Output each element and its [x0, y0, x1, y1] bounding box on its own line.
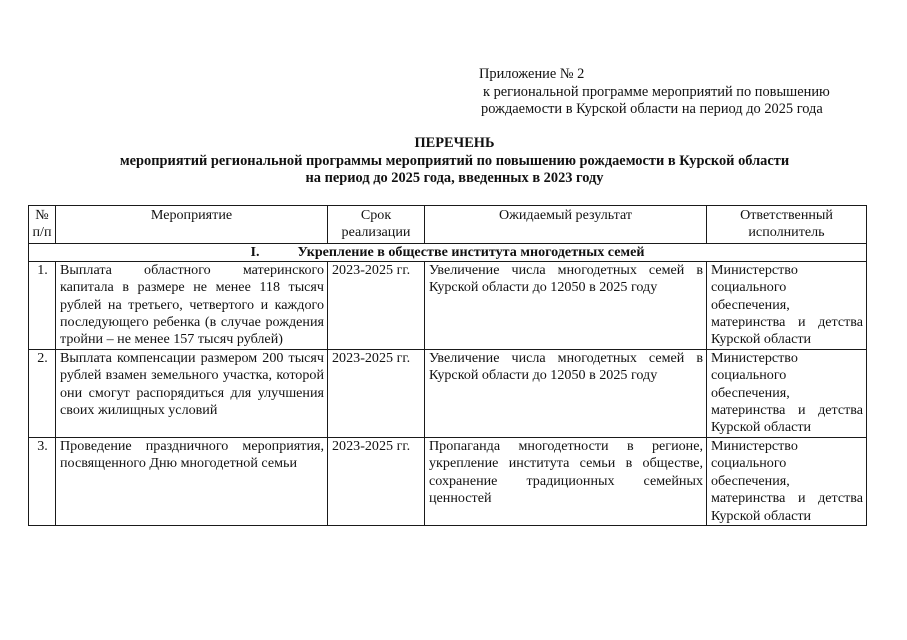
appendix-program-line: к региональной программе мероприятий по повышению [483, 83, 830, 100]
appendix-number: Приложение № 2 [479, 66, 585, 82]
section-heading [29, 243, 867, 261]
document-title: ПЕРЕЧЕНЬ [414, 135, 495, 151]
section-row [29, 243, 867, 261]
row-number: 1. [29, 261, 56, 349]
row-result: Увеличение числа многодетных семей в Курской области до 12050 в 2025 году [425, 261, 707, 349]
row-number: 3. [29, 437, 56, 525]
header-executor-line1: Ответственный [740, 207, 833, 223]
row-term: 2023-2025 гг. [328, 261, 425, 349]
row-number: 2. [29, 349, 56, 437]
header-num-line1: № [35, 207, 49, 223]
header-executor-line2: исполнитель [748, 224, 825, 241]
header-term [328, 206, 425, 244]
table-row [29, 349, 867, 437]
document-subtitle-line2: на период до 2025 года, введенных в 2023 году [305, 170, 604, 186]
appendix-note [479, 66, 830, 119]
document-heading [28, 135, 881, 188]
row-executor: Министерство социального обеспечения, материнства и детства Курской области [707, 437, 867, 525]
row-result: Увеличение числа многодетных семей в Курской области до 12050 в 2025 году [425, 349, 707, 437]
header-result: Ожидаемый результат [425, 206, 707, 244]
table-header-row [29, 206, 867, 244]
section-title: Укрепление в обществе института многодетных семей [297, 243, 645, 260]
row-event: Проведение праздничного мероприятия, посвященного Дню многодетной семьи [56, 437, 328, 525]
row-executor: Министерство социального обеспечения, материнства и детства Курской области [707, 261, 867, 349]
section-number: I. [250, 243, 260, 260]
row-result: Пропаганда многодетности в регионе, укрепление института семьи в обществе, сохранение традиционных семейных ценностей [425, 437, 707, 525]
row-term: 2023-2025 гг. [328, 349, 425, 437]
header-event: Мероприятие [56, 206, 328, 244]
header-executor [707, 206, 867, 244]
header-term-line2: реализации [341, 224, 411, 241]
appendix-period-line: рождаемости в Курской области на период до 2025 года [481, 101, 823, 117]
row-executor: Министерство социального обеспечения, материнства и детства Курской области [707, 349, 867, 437]
header-num [29, 206, 56, 244]
header-num-line2: п/п [32, 224, 52, 241]
header-term-line1: Срок [360, 207, 392, 223]
row-term: 2023-2025 гг. [328, 437, 425, 525]
table-row [29, 437, 867, 525]
row-event: Выплата компенсации размером 200 тысяч рублей взамен земельного участка, которой они смогут распорядиться для улучшения своих жилищных условий [56, 349, 328, 437]
document-subtitle-line1: мероприятий региональной программы мероприятий по повышению рождаемости в Курской области [119, 152, 790, 169]
measures-table [28, 205, 867, 526]
table-row [29, 261, 867, 349]
row-event: Выплата областного материнского капитала в размере не менее 118 тысяч рублей на третьего, четвертого и каждого последующего ребенка (в случае рождения тройни – не менее 157 тысяч рублей) [56, 261, 328, 349]
